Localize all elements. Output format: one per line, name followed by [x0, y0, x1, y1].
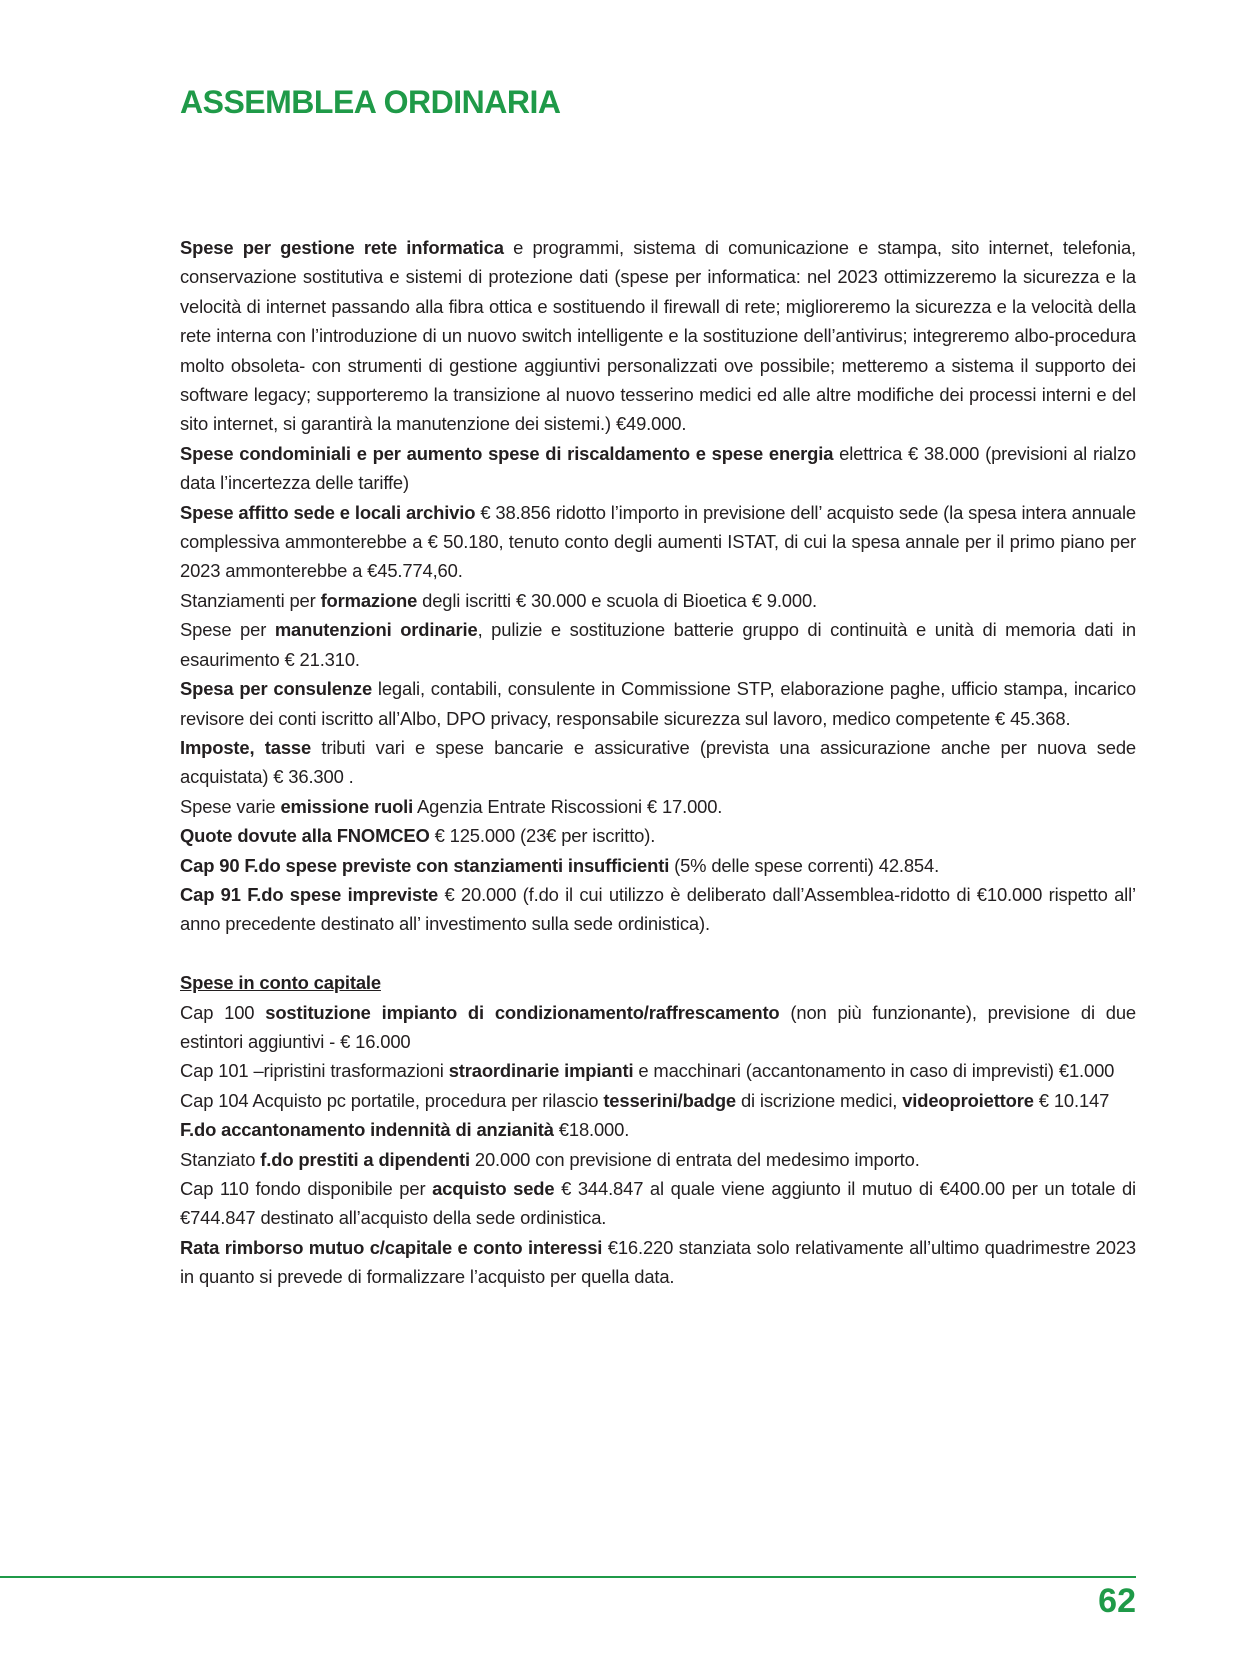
bold-text: manutenzioni ordinarie [274, 619, 478, 641]
text: legali, contabili, consulente in Commissione STP, elaborazione paghe, ufficio stampa, incarico revisore dei conti iscritto all’Albo, DPO privacy, responsabile sicurezza sul lavoro, medico competente € 45.368. [180, 678, 1136, 729]
paragraph [180, 792, 1136, 821]
text: €16.220 stanziata solo relativamente all’ultimo quadrimestre 2023 in quanto si prevede di formalizzare l’acquisto per quella data. [180, 1236, 1136, 1288]
capital-expenses-section [180, 968, 1136, 1291]
text: Agenzia Entrate Riscossioni € 17.000. [413, 795, 723, 817]
text: (5% delle spese correnti) 42.854. [669, 854, 940, 876]
bold-text: Quote dovute alla FNOMCEO [180, 825, 430, 847]
document-body [180, 233, 1136, 1292]
text: e programmi, sistema di comunicazione e stampa, sito internet, telefonia, conservazione sostitutiva e sistemi di protezione dati (spese per informatica: nel 2023 ottimizzeremo la sicurezza e la velocità di internet passando alla fibra ottica e sostituendo il firewall di rete; miglioreremo la sicurezza e la velocità della rete interna con l’introduzione di un nuovo switch intelligente e la sostituzione dell’antivirus; integreremo albo-procedura molto obsoleta- con strumenti di gestione aggiuntivi personalizzati ove possibile; metteremo a sistema il supporto dei software legacy; supporteremo la transizione al nuovo tesserino medici ed alle altre modifiche dei processi interni e del sito internet, si garantirà la manutenzione dei sistemi.) €49.000. [180, 237, 1136, 435]
paragraph [180, 615, 1136, 674]
current-expenses-list [180, 233, 1136, 939]
text: € 125.000 (23€ per iscritto). [429, 825, 656, 847]
paragraph [180, 674, 1136, 733]
text: € 10.147 [1033, 1089, 1110, 1111]
paragraph [180, 733, 1136, 792]
text: Cap 104 Acquisto pc portatile, procedura per rilascio [180, 1089, 604, 1111]
bold-text: formazione [320, 589, 418, 611]
bold-text: Imposte, tasse [180, 736, 312, 758]
paragraph [180, 1145, 1136, 1174]
text: Spese per [180, 619, 275, 641]
text: € 38.856 ridotto l’importo in previsione dell’ acquisto sede (la spesa intera annuale complessiva ammonterebbe a € 50.180, tenuto conto degli aumenti ISTAT, di cui la spesa annale per il primo piano per 2023 ammonterebbe a €45.774,60. [180, 501, 1136, 582]
paragraph [180, 998, 1136, 1057]
text: Spese varie [180, 795, 281, 817]
text: elettrica € 38.000 (previsioni al rialzo data l’incertezza delle tariffe) [180, 442, 1136, 494]
text: tributi vari e spese bancarie e assicurative (prevista una assicurazione anche per nuova sede acquistata) € 36.300 . [180, 736, 1136, 788]
paragraph [180, 821, 1136, 850]
paragraph [180, 1056, 1136, 1085]
page-number: 62 [1098, 1582, 1136, 1620]
bold-text: tesserini/badge [603, 1089, 736, 1111]
section-heading [180, 968, 1136, 997]
bold-text: straordinarie impianti [448, 1060, 634, 1082]
paragraph [180, 586, 1136, 615]
page-title: ASSEMBLEA ORDINARIA [180, 84, 561, 120]
paragraph [180, 1233, 1136, 1292]
paragraph [180, 851, 1136, 880]
paragraph [180, 1115, 1136, 1144]
paragraph [180, 498, 1136, 586]
bold-text: emissione ruoli [280, 795, 414, 817]
text: € 20.000 (f.do il cui utilizzo è deliberato dall’Assemblea-ridotto di €10.000 rispetto all’ anno precedente destinato all’ investimento sulla sede ordinistica). [180, 883, 1136, 935]
text: degli iscritti € 30.000 e scuola di Bioetica € 9.000. [417, 589, 817, 611]
text: Cap 100 [180, 1001, 266, 1023]
bold-text: Spese affitto sede e locali archivio [180, 501, 476, 523]
paragraph [180, 233, 1136, 439]
paragraph [180, 1174, 1136, 1233]
text: e macchinari (accantonamento in caso di imprevisti) €1.000 [633, 1060, 1115, 1082]
bold-text: videoproiettore [902, 1089, 1034, 1111]
bold-text: f.do prestiti a dipendenti [260, 1148, 470, 1170]
paragraph [180, 439, 1136, 498]
text: Stanziato [180, 1148, 261, 1170]
bold-text: Rata rimborso mutuo c/capitale e conto interessi [180, 1236, 603, 1258]
text: di iscrizione medici, [735, 1089, 903, 1111]
text: € 344.847 al quale viene aggiunto il mutuo di €400.00 per un totale di €744.847 destinato all’acquisto della sede ordinistica. [180, 1177, 1136, 1229]
text: Stanziamenti per [180, 589, 321, 611]
bold-text: Cap 90 F.do spese previste con stanziamenti insufficienti [180, 854, 670, 876]
bold-text: Spesa per consulenze [180, 678, 373, 700]
text: €18.000. [553, 1119, 630, 1141]
paragraph [180, 1086, 1136, 1115]
text: Cap 110 fondo disponibile per [180, 1177, 433, 1199]
footer-rule [0, 1576, 1136, 1578]
bold-text: acquisto sede [432, 1177, 555, 1199]
bold-text: F.do accantonamento indennità di anzianità [180, 1119, 554, 1141]
section-heading-text: Spese in conto capitale [180, 972, 381, 994]
bold-text: Spese condominiali e per aumento spese di riscaldamento e spese energia [180, 442, 834, 464]
paragraph [180, 880, 1136, 939]
bold-text: Cap 91 F.do spese impreviste [180, 883, 439, 905]
text: Cap 101 –ripristini trasformazioni [180, 1060, 449, 1082]
bold-text: Spese per gestione rete informatica [180, 237, 504, 258]
bold-text: sostituzione impianto di condizionamento/raffrescamento [265, 1001, 780, 1023]
text: , pulizie e sostituzione batterie gruppo di continuità e unità di memoria dati in esaurimento € 21.310. [180, 619, 1137, 670]
spacer [180, 939, 1136, 968]
text: 20.000 con previsione di entrata del medesimo importo. [469, 1148, 920, 1170]
text: (non più funzionante), previsione di due estintori aggiuntivi - € 16.000 [180, 1001, 1136, 1052]
